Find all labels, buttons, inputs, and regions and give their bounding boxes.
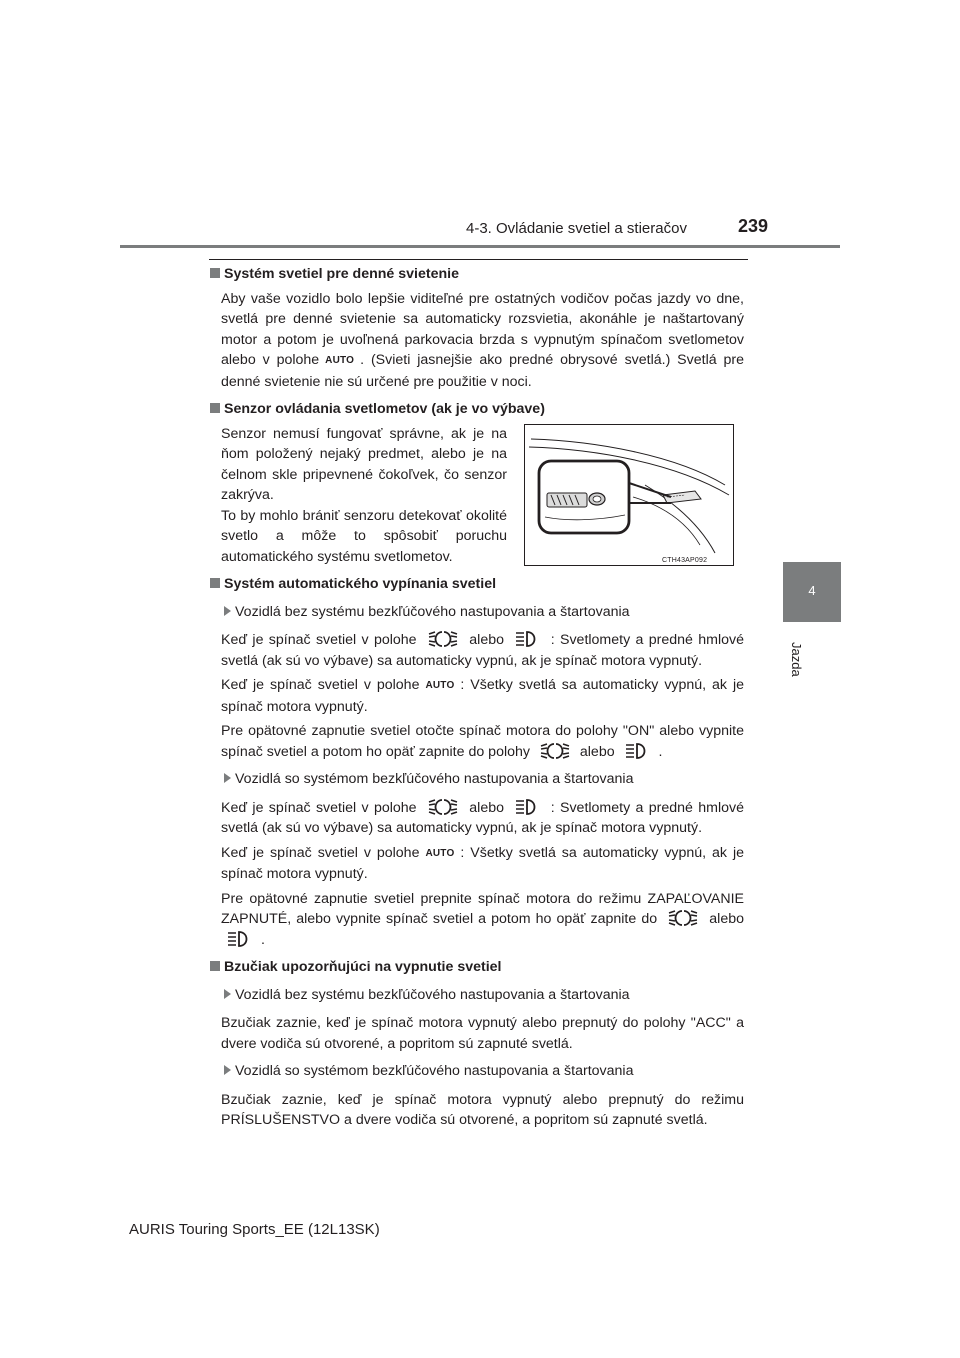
page-content [210, 264, 744, 1131]
subheading-buzzer-without-smart-entry: Vozidlá bez systému bezkľúčového nastupovania a štartovania [210, 985, 744, 1006]
section-heading-buzzer: Bzučiak upozorňujúci na vypnutie svetiel [210, 957, 744, 978]
square-bullet-icon [210, 268, 220, 278]
subheading-without-smart-entry: Vozidlá bez systému bezkľúčového nastupovania a štartovania [210, 602, 744, 623]
tail-light-icon [428, 798, 458, 816]
tail-light-icon [428, 630, 458, 648]
triangle-bullet-icon [224, 606, 231, 616]
header-section-title: 4-3. Ovládanie svetiel a stieračov [466, 220, 687, 237]
sensor-figure [524, 424, 734, 566]
auto-icon: AUTO [425, 847, 455, 859]
chapter-tab-label: Jazda [789, 642, 804, 677]
square-bullet-icon [210, 961, 220, 971]
paragraph-a1: Keď je spínač svetiel v polohe alebo : Svetlomety a predné hmlové svetlá (ak sú vo výbave) sa automaticky vypnú, ak je spínač motora vypnutý. [221, 632, 745, 669]
page-number: 239 [738, 216, 769, 236]
section-heading-sensor: Senzor ovládania svetlometov (ak je vo výbave) [210, 399, 744, 420]
chapter-tab [783, 562, 841, 622]
tail-light-icon [668, 909, 698, 927]
paragraph-a2: Keď je spínač svetiel v polohe AUTO : Všetky svetlá sa automaticky vypnú, ak je spínač motora vypnutý. [221, 677, 744, 715]
section-heading-auto-off: Systém automatického vypínania svetiel [210, 574, 744, 595]
chapter-tab-number: 4 [808, 583, 816, 598]
sensor-block [210, 424, 744, 568]
section-heading-daytime-lights: Systém svetiel pre denné svietenie [210, 264, 744, 285]
paragraph-daytime-lights: Aby vaše vozidlo bolo lepšie viditeľné pre ostatných vodičov počas jazdy vo dne, svetlá pre denné svietenie sa automaticky rozsvietia, akonáhle je naštartovaný motor a potom je uvoľnená parkovacia brzda s vypnutým spínačom svetlometov alebo v polohe AUTO . (Svieti jasnejšie ako predné obrysové svetlá.) Svetlá pre denné svietenie nie sú určené pre použitie v noci. [221, 290, 744, 390]
paragraph-b3: Pre opätovné zapnutie svetiel prepnite spínač motora do režimu ZAPAĽOVANIE ZAPNUTÉ, alebo vypnite spínač svetiel a potom ho opäť zapnite do alebo . [221, 890, 744, 948]
square-bullet-icon [210, 578, 220, 588]
sensor-text: Senzor nemusí fungovať správne, ak je na ňom položený nejaký predmet, alebo je na čelnom skle pripevnené čokoľvek, čo senzor zakrýva. To by mohlo brániť senzoru detekovať okolité svetlo a môže to spôsobiť poruchu automatického systému svetlometov. [221, 425, 507, 565]
figure-label: CTH43AP092 [662, 556, 708, 564]
triangle-bullet-icon [224, 773, 231, 783]
headlight-icon [515, 630, 539, 648]
tail-light-icon [540, 742, 570, 760]
subheading-buzzer-with-smart-entry: Vozidlá so systémom bezkľúčového nastupovania a štartovania [210, 1061, 744, 1082]
paragraph-a3: Pre opätovné zapnutie svetiel otočte spínač motora do polohy "ON" alebo vypnite spínač svetiel a potom ho opäť zapnite do polohy alebo . [221, 723, 744, 760]
paragraph-b1: Keď je spínač svetiel v polohe alebo : Svetlomety a predné hmlové svetlá (ak sú vo výbave) sa automaticky vypnú, ak je spínač motora vypnutý. [221, 799, 745, 836]
paragraph-b2: Keď je spínač svetiel v polohe AUTO : Všetky svetlá sa automaticky vypnú, ak je spínač motora vypnutý. [221, 844, 744, 882]
subheading-with-smart-entry: Vozidlá so systémom bezkľúčového nastupovania a štartovania [210, 769, 744, 790]
content-top-rule [209, 259, 748, 260]
triangle-bullet-icon [224, 989, 231, 999]
header-rule [120, 245, 840, 248]
headlight-icon [625, 742, 649, 760]
headlight-icon [227, 930, 251, 948]
headlight-icon [515, 798, 539, 816]
auto-icon: AUTO [325, 355, 355, 366]
square-bullet-icon [210, 403, 220, 413]
auto-icon: AUTO [425, 680, 455, 691]
paragraph-buzzer-2: Bzučiak zaznie, keď je spínač motora vypnutý alebo prepnutý do režimu PRÍSLUŠENSTVO a dvere vodiča sú otvorené, a popritom sú zapnuté svetlá. [221, 1091, 744, 1128]
triangle-bullet-icon [224, 1065, 231, 1075]
windshield-sensor-illustration [525, 425, 733, 565]
paragraph-buzzer-1: Bzučiak zaznie, keď je spínač motora vypnutý alebo prepnutý do polohy "ACC" a dvere vodiča sú otvorené, a popritom sú zapnuté svetlá. [221, 1015, 744, 1052]
footer-model: AURIS Touring Sports_EE (12L13SK) [129, 1221, 380, 1238]
